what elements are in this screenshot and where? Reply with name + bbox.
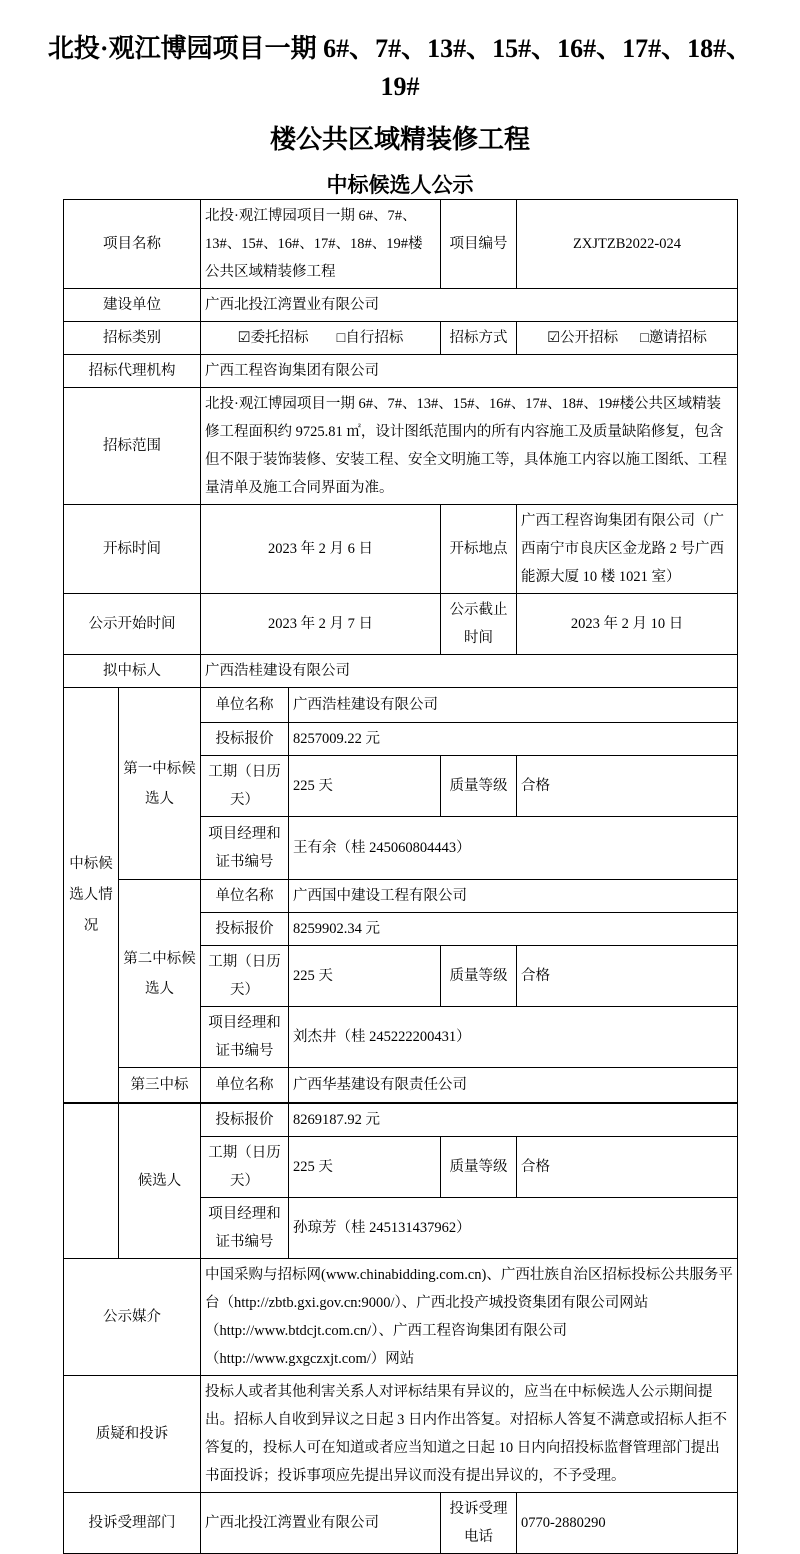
publicity-end-value: 2023 年 2 月 10 日 <box>517 594 738 655</box>
publicity-end-label: 公示截止时间 <box>441 594 517 655</box>
open-place-label: 开标地点 <box>441 505 517 594</box>
continuation-table <box>63 1103 738 1554</box>
main-table <box>63 199 738 1103</box>
project-no-label: 项目编号 <box>441 200 517 289</box>
project-no-value: ZXJTZB2022-024 <box>517 200 738 289</box>
manager-label: 项目经理和证书编号 <box>201 1198 289 1259</box>
unit-name-label: 单位名称 <box>201 880 289 913</box>
open-time-label: 开标时间 <box>64 505 201 594</box>
proposed-winner-label: 拟中标人 <box>64 655 201 688</box>
duration-label: 工期（日历天） <box>201 946 289 1007</box>
owner-label: 建设单位 <box>64 289 201 322</box>
candidate-1-price: 8257009.22 元 <box>289 723 738 756</box>
candidates-section-label: 中标候选人情况 <box>64 688 119 1103</box>
scope-value: 北投·观江博园项目一期 6#、7#、13#、15#、16#、17#、18#、19#楼公共区域精装修工程面积约 9725.81 ㎡，设计图纸范围内的所有内容施工及质量缺陷修复，包含但不限于装饰装修、安装工程、安全文明施工等，具体施工内容以施工图纸、工程量清单及施工合同界面为准。 <box>201 388 738 505</box>
media-label: 公示媒介 <box>64 1259 201 1376</box>
unchecked-checkbox-option: □邀请招标 <box>640 330 707 346</box>
objection-label: 质疑和投诉 <box>64 1376 201 1493</box>
candidate-2-quality: 合格 <box>517 946 738 1007</box>
complaint-dept-value: 广西北投江湾置业有限公司 <box>201 1493 441 1554</box>
candidate-1-quality: 合格 <box>517 756 738 817</box>
title-line-1: 北投·观江博园项目一期 6#、7#、13#、15#、16#、17#、18#、19# <box>47 34 753 101</box>
complaint-phone-value: 0770-2880290 <box>517 1493 738 1554</box>
candidate-1-rank-label: 第一中标候选人 <box>119 688 201 880</box>
bid-price-label: 投标报价 <box>201 723 289 756</box>
proposed-winner-value: 广西浩桂建设有限公司 <box>201 655 738 688</box>
candidate-3-rank-label-part1: 第三中标 <box>119 1068 201 1103</box>
candidate-3-rank-label-part2: 候选人 <box>119 1104 201 1259</box>
candidate-2-price: 8259902.34 元 <box>289 913 738 946</box>
complaint-dept-label: 投诉受理部门 <box>64 1493 201 1554</box>
candidate-3-price: 8269187.92 元 <box>289 1104 738 1137</box>
bid-category-value <box>201 322 441 355</box>
media-value: 中国采购与招标网(www.chinabidding.com.cn)、广西壮族自治区招标投标公共服务平台（http://zbtb.gxi.gov.cn:9000/）、广西北投产城投资集团有限公司网站（http://www.btdcjt.com.cn/）、广西工程咨询集团有限公司（http://www.gxgczxjt.com/）网站 <box>201 1259 738 1376</box>
candidate-3-manager: 孙琼芳（桂 245131437962） <box>289 1198 738 1259</box>
bid-method-label: 招标方式 <box>441 322 517 355</box>
candidate-3-quality: 合格 <box>517 1137 738 1198</box>
candidates-section-continued-cell <box>64 1104 119 1259</box>
quality-grade-label: 质量等级 <box>441 946 517 1007</box>
title-subtitle: 中标候选人公示 <box>326 173 474 197</box>
agency-value: 广西工程咨询集团有限公司 <box>201 355 738 388</box>
candidate-2-rank-label: 第二中标候选人 <box>119 880 201 1068</box>
candidate-1-duration: 225 天 <box>289 756 441 817</box>
candidate-2-unit: 广西国中建设工程有限公司 <box>289 880 738 913</box>
objection-value: 投标人或者其他利害关系人对评标结果有异议的，应当在中标候选人公示期间提出。招标人自收到异议之日起 3 日内作出答复。对招标人答复不满意或招标人拒不答复的，投标人可在知道或者应当知道之日起 10 日内向招投标监督管理部门提出书面投诉；投诉事项应先提出异议而没有提出异议的，不予受理。 <box>201 1376 738 1493</box>
complaint-phone-label: 投诉受理电话 <box>441 1493 517 1554</box>
bid-price-label: 投标报价 <box>201 1104 289 1137</box>
open-place-value: 广西工程咨询集团有限公司（广西南宁市良庆区金龙路 2 号广西能源大厦 10 楼 1021 室） <box>517 505 738 594</box>
candidate-3-duration: 225 天 <box>289 1137 441 1198</box>
publicity-start-value: 2023 年 2 月 7 日 <box>201 594 441 655</box>
project-name-label: 项目名称 <box>64 200 201 289</box>
quality-grade-label: 质量等级 <box>441 756 517 817</box>
open-time-value: 2023 年 2 月 6 日 <box>201 505 441 594</box>
owner-value: 广西北投江湾置业有限公司 <box>201 289 738 322</box>
manager-label: 项目经理和证书编号 <box>201 817 289 880</box>
checked-checkbox-option: ☑公开招标 <box>547 330 619 346</box>
bid-category-label: 招标类别 <box>64 322 201 355</box>
agency-label: 招标代理机构 <box>64 355 201 388</box>
candidate-3-unit: 广西华基建设有限责任公司 <box>289 1068 738 1103</box>
scope-label: 招标范围 <box>64 388 201 505</box>
bid-price-label: 投标报价 <box>201 913 289 946</box>
candidate-2-manager: 刘杰井（桂 245222200431） <box>289 1007 738 1068</box>
duration-label: 工期（日历天） <box>201 1137 289 1198</box>
candidate-1-unit: 广西浩桂建设有限公司 <box>289 688 738 723</box>
unit-name-label: 单位名称 <box>201 688 289 723</box>
unit-name-label: 单位名称 <box>201 1068 289 1103</box>
bid-method-value <box>517 322 738 355</box>
candidate-1-manager: 王有余（桂 245060804443） <box>289 817 738 880</box>
duration-label: 工期（日历天） <box>201 756 289 817</box>
document-title <box>0 0 800 199</box>
candidate-2-duration: 225 天 <box>289 946 441 1007</box>
project-name-value: 北投·观江博园项目一期 6#、7#、13#、15#、16#、17#、18#、19#楼公共区域精装修工程 <box>201 200 441 289</box>
title-line-2: 楼公共区域精装修工程 <box>269 125 530 154</box>
checked-checkbox-option: ☑委托招标 <box>237 330 309 346</box>
quality-grade-label: 质量等级 <box>441 1137 517 1198</box>
manager-label: 项目经理和证书编号 <box>201 1007 289 1068</box>
publicity-start-label: 公示开始时间 <box>64 594 201 655</box>
unchecked-checkbox-option: □自行招标 <box>336 330 404 346</box>
